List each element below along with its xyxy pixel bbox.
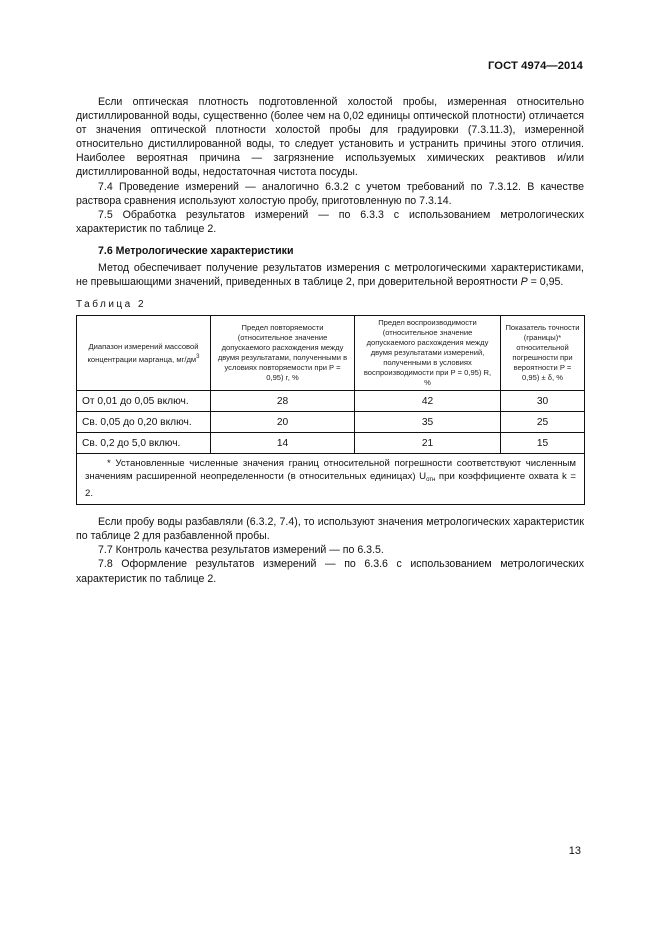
paragraph-dilution: Если пробу воды разбавляли (6.3.2, 7.4), то используют значения метрологических характеристик по таблице 2 для разбавленной пробы. [76,516,584,543]
cell-r: 28 [211,391,355,412]
paragraph-7-4: 7.4 Проведение измерений — аналогично 6.3.2 с учетом требований по 7.3.12. В качестве раствора сравнения используют холостую пробу, приготовленную по 7.3.14. [76,180,584,207]
section-7-6-text: Метод обеспечивает получение результатов измерения с метрологическими характеристиками, не превышающими значений, приведенных в таблице 2, при доверительной вероятности P = 0,95. [76,261,584,289]
cell-range: От 0,01 до 0,05 включ. [77,391,211,412]
cell-R: 42 [355,391,501,412]
document-header: ГОСТ 4974—2014 [487,60,583,72]
page-number: 13 [568,845,581,857]
cell-delta: 15 [501,433,585,454]
header-repeatability: Предел повторяемости (относительное значение допускаемого расхождения между двумя результатами, полученными в условиях повторяемости при P = 0,95) r, % [211,316,355,391]
cell-r: 14 [211,433,355,454]
page-content [76,95,584,586]
table-header-row [77,316,585,391]
cell-R: 21 [355,433,501,454]
table-caption: Таблица 2 [76,299,147,311]
header-reproducibility: Предел воспроизводимости (относительное значение допускаемого расхождения между двумя результатами измерений, полученными в условиях воспроизводимости при P = 0,95) R, % [355,316,501,391]
table-row [77,433,585,454]
table-row [77,391,585,412]
header-accuracy: Показатель точности (границы)* относительной погрешности при вероятности P = 0,95) ± δ, % [501,316,585,391]
after-table-text [76,515,584,585]
paragraph-7-5: 7.5 Обработка результатов измерений — по 6.3.3 с использованием метрологических характеристик по таблице 2. [76,208,584,235]
paragraph-blank-sample: Если оптическая плотность подготовленной холостой пробы, измеренная относительно дистиллированной воды, существенно (более чем на 0,02 единицы оптической плотности) отличается от значения оптической плотности холостой пробы для градуировки (7.3.11.3), измеренной относительно дистиллированной воды, то следует установить и устранить причины этого отличия. Наиболее вероятная причина — загрязнение используемых химических реактивов и/или дистиллированной воды, недостаточная чистота посуды. [76,96,584,179]
cell-r: 20 [211,412,355,433]
table-footnote-row [77,454,585,505]
table-footnote: * Установленные численные значения границ относительной погрешности соответствуют численным значениям расширенной неопределенности (в относительных единицах) $U_{отн}$ при коэффициенте охвата k = 2. [77,454,585,505]
cell-range: Св. 0,05 до 0,20 включ. [77,412,211,433]
header-range: Диапазон измерений массовой концентрации марганца, $мг/дм^3$ [77,316,211,391]
section-title-7-6: 7.6 Метрологические характеристики [98,244,294,257]
paragraph-7-8: 7.8 Оформление результатов измерений — по 6.3.6 с использованием метрологических характеристик по таблице 2. [76,558,584,585]
cell-delta: 25 [501,412,585,433]
cell-delta: 30 [501,391,585,412]
cell-range: Св. 0,2 до 5,0 включ. [77,433,211,454]
metrology-table [76,315,585,505]
table-row [77,412,585,433]
cell-R: 35 [355,412,501,433]
paragraph-7-7: 7.7 Контроль качества результатов измерений — по 6.3.5. [98,544,384,557]
